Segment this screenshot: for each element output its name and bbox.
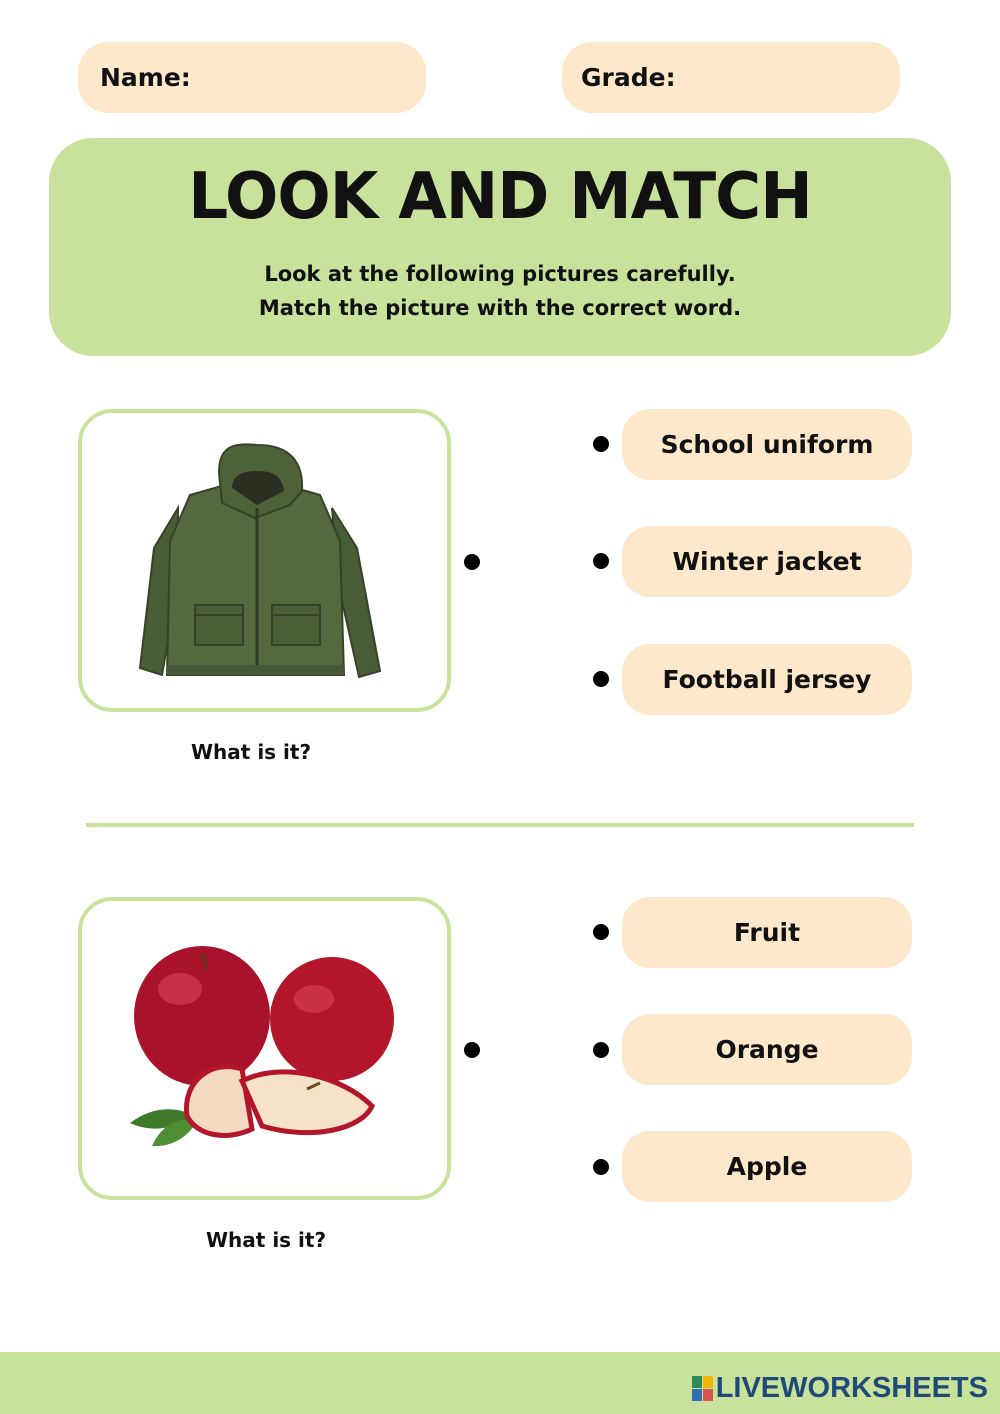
section-divider bbox=[86, 823, 914, 827]
option-1-2-match-dot[interactable] bbox=[593, 553, 609, 569]
grade-field[interactable] bbox=[562, 42, 900, 113]
option-apple[interactable]: Apple bbox=[622, 1131, 912, 1202]
option-1-3-match-dot[interactable] bbox=[593, 671, 609, 687]
option-orange[interactable]: Orange bbox=[622, 1014, 912, 1085]
option-winter-jacket[interactable]: Winter jacket bbox=[622, 526, 912, 597]
picture-2-match-dot[interactable] bbox=[464, 1042, 480, 1058]
option-football-jersey[interactable]: Football jersey bbox=[622, 644, 912, 715]
grade-label: Grade: bbox=[581, 63, 676, 92]
option-fruit[interactable]: Fruit bbox=[622, 897, 912, 968]
option-2-1-match-dot[interactable] bbox=[593, 924, 609, 940]
option-2-2-match-dot[interactable] bbox=[593, 1042, 609, 1058]
winter-jacket-icon bbox=[82, 413, 447, 708]
option-1-1-match-dot[interactable] bbox=[593, 436, 609, 452]
liveworksheets-logo-icon bbox=[692, 1376, 714, 1402]
option-school-uniform[interactable]: School uniform bbox=[622, 409, 912, 480]
question-1-caption: What is it? bbox=[191, 740, 312, 764]
instruction-line-2: Match the picture with the correct word. bbox=[258, 296, 742, 320]
question-2-caption: What is it? bbox=[206, 1228, 327, 1252]
apples-icon bbox=[82, 901, 447, 1196]
name-field[interactable] bbox=[78, 42, 426, 113]
picture-1-match-dot[interactable] bbox=[464, 554, 480, 570]
name-label: Name: bbox=[100, 63, 191, 92]
instruction-line-1: Look at the following pictures carefully. bbox=[264, 262, 736, 286]
liveworksheets-logo[interactable] bbox=[692, 1372, 988, 1405]
worksheet-title: LOOK AND MATCH bbox=[188, 160, 812, 234]
option-2-3-match-dot[interactable] bbox=[593, 1159, 609, 1175]
apples-picture-frame bbox=[78, 897, 451, 1200]
brand-name: LIVEWORKSHEETS bbox=[715, 1372, 988, 1404]
jacket-picture-frame bbox=[78, 409, 451, 712]
